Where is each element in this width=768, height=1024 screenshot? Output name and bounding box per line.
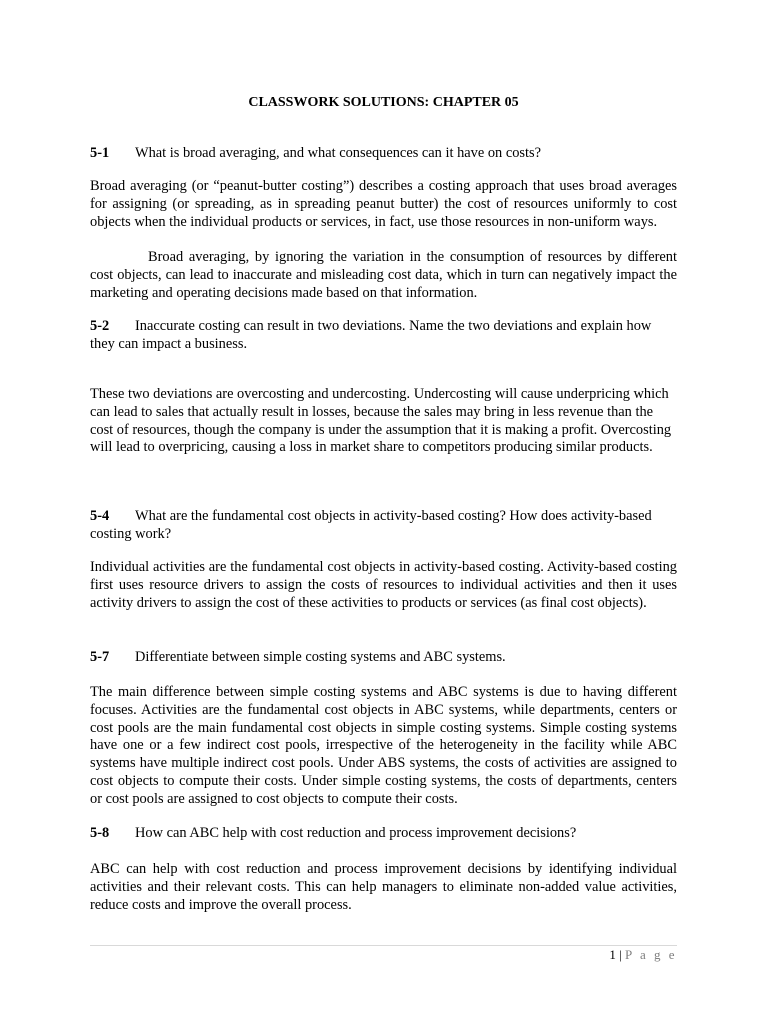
answer-5-2-paragraph-1: These two deviations are overcosting and undercosting. Undercosting will cause underpricing which can lead to sales that actually result in losses, because the sales may bring in less revenue than the cost of resources, though the company is under the assumption that it is making a profit. Overcosting will lead to overpricing, causing a loss in market share to competitors producing similar products. [90, 386, 672, 456]
question-text: How can ABC help with cost reduction and process improvement decisions? [135, 825, 577, 841]
question-number: 5-2 [90, 318, 110, 334]
page-number: 1 [609, 947, 616, 962]
page-label: P a g e [624, 947, 677, 962]
page-footer [609, 947, 677, 963]
document-page [90, 0, 677, 1024]
question-5-4 [90, 508, 677, 544]
document-title: CLASSWORK SOLUTIONS: CHAPTER 05 [248, 95, 519, 110]
answer-5-1-paragraph-1: Broad averaging (or “peanut-butter costing”) describes a costing approach that uses broad averages for assigning (or spreading, as in spreading peanut butter) the cost of resources uniformly to cost objects when the individual products or services, in fact, use those resources in non-uniform ways. [90, 178, 677, 230]
question-text: Inaccurate costing can result in two deviations. Name the two deviations and explain how they can impact a business. [90, 318, 652, 352]
question-5-2 [90, 318, 677, 354]
question-number: 5-1 [90, 145, 110, 161]
answer-5-7-paragraph-1: The main difference between simple costing systems and ABC systems is due to having different focuses. Activities are the fundamental cost objects in ABC systems, while departments, centers or cost pools are the main fundamental cost objects in simple costing systems. Simple costing systems have one or a few indirect cost pools, irrespective of the heterogeneity in the facility while ABC systems have multiple indirect cost pools. Under ABS systems, the costs of activities are assigned to cost objects to compute their costs. Under simple costing systems, the costs of departments, centers or cost pools are assigned to cost objects to compute their costs. [90, 684, 677, 807]
question-text: Differentiate between simple costing systems and ABC systems. [135, 649, 506, 665]
question-5-7 [90, 649, 677, 667]
question-text: What are the fundamental cost objects in activity-based costing? How does activity-based costing work? [90, 508, 652, 542]
question-number: 5-7 [90, 649, 110, 665]
answer-5-1-paragraph-2: Broad averaging, by ignoring the variation in the consumption of resources by different cost objects, can lead to inaccurate and misleading cost data, which in turn can negatively impact the marketing and operating decisions made based on that information. [90, 249, 677, 301]
answer-5-4-paragraph-1: Individual activities are the fundamental cost objects in activity-based costing. Activity-based costing first uses resource drivers to assign the costs of resources to individual activities and then it uses activity drivers to assign the cost of these activities to products or services (as final cost objects). [90, 559, 677, 611]
page-separator: | [619, 947, 622, 962]
question-5-1 [90, 145, 677, 163]
question-text: What is broad averaging, and what consequences can it have on costs? [135, 145, 541, 161]
answer-5-8-paragraph-1: ABC can help with cost reduction and process improvement decisions by identifying individual activities and their relevant costs. This can help managers to eliminate non-added value activities, reduce costs and improve the overall process. [90, 861, 677, 913]
question-number: 5-4 [90, 508, 110, 524]
question-number: 5-8 [90, 825, 110, 841]
question-5-8 [90, 825, 677, 843]
footer-divider [90, 945, 677, 946]
